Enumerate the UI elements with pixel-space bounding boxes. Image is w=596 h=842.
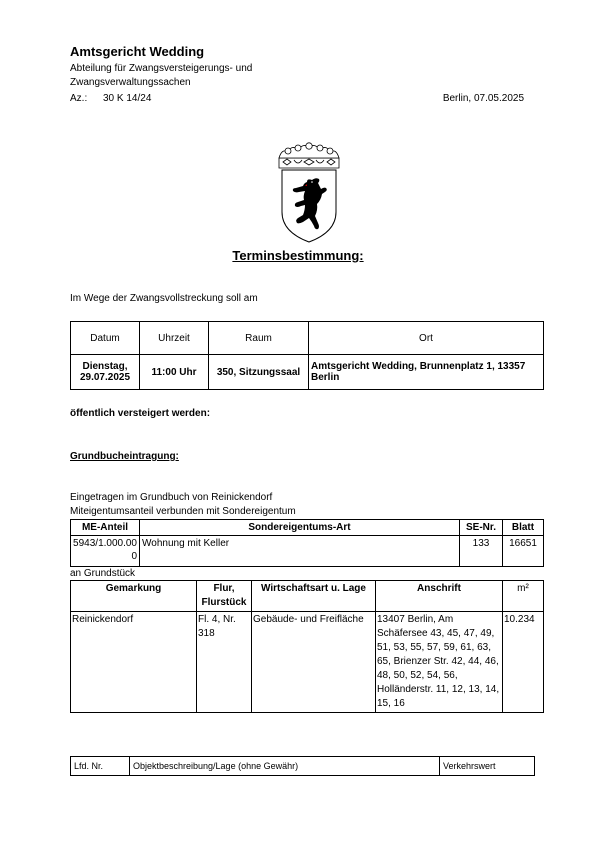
gemarkung-value: Reinickendorf — [71, 612, 197, 713]
termin-data-row — [71, 355, 544, 390]
az-value: 30 K 14/24 — [103, 93, 152, 104]
header-objektbeschreibung: Objektbeschreibung/Lage (ohne Gewähr) — [130, 757, 440, 776]
wirtschaftsart-value: Gebäude- und Freifläche — [252, 612, 376, 713]
termin-date — [71, 355, 140, 390]
header-anschrift: Anschrift — [376, 581, 503, 612]
se-header-row — [71, 520, 544, 536]
eingetragen-text: Eingetragen im Grundbuch von Reinickendorf — [70, 492, 273, 503]
gs-header-row — [71, 581, 544, 612]
flaeche-value: 10.234 — [503, 612, 544, 713]
header-flur: Flur, Flurstück — [197, 581, 252, 612]
an-grundstueck-text: an Grundstück — [70, 568, 136, 579]
termin-room: 350, Sitzungssaal — [209, 355, 309, 390]
header-flaeche: m² — [503, 581, 544, 612]
se-art-value: Wohnung mit Keller — [140, 536, 460, 567]
termin-header-row — [71, 322, 544, 355]
grundstueck-table — [70, 580, 544, 713]
sondereigentum-table — [70, 519, 544, 567]
az-label: Az.: — [70, 93, 88, 104]
header-raum: Raum — [209, 322, 309, 355]
grundbuch-heading: Grundbucheintragung: — [70, 451, 179, 462]
header-se-art: Sondereigentums-Art — [140, 520, 460, 536]
flur-value: Fl. 4, Nr. 318 — [197, 612, 252, 713]
header-lfd-nr: Lfd. Nr. — [71, 757, 130, 776]
department: Abteilung für Zwangsversteigerungs- und Zwangsverwaltungssachen — [70, 63, 253, 88]
header-blatt: Blatt — [503, 520, 544, 536]
se-nr-value: 133 — [460, 536, 503, 567]
gs-data-row — [71, 612, 544, 713]
anschrift-value: 13407 Berlin, Am Schäfersee 43, 45, 47, 49, 51, 53, 55, 57, 59, 61, 63, 65, Brienzer Str. 42, 44, 46, 48, 50, 52, 54, 56, Holländerstr. 11, 12, 13, 14, 15, 16 — [376, 612, 503, 713]
termin-place: Amtsgericht Wedding, Brunnenplatz 1, 13357 Berlin — [309, 355, 544, 390]
title-text: Terminsbestimmung: — [232, 248, 364, 263]
header-se-nr: SE-Nr. — [460, 520, 503, 536]
objekt-table — [70, 756, 535, 776]
versteigert-text: öffentlich versteigert werden: — [70, 408, 211, 419]
header-ort: Ort — [309, 322, 544, 355]
header-datum: Datum — [71, 322, 140, 355]
page-title — [0, 248, 596, 263]
se-data-row — [71, 536, 544, 567]
objekt-header-row — [71, 757, 535, 776]
header-verkehrswert: Verkehrswert — [440, 757, 535, 776]
blatt-value: 16651 — [503, 536, 544, 567]
berlin-crest-icon — [274, 142, 344, 244]
date-weekday: Dienstag, — [82, 361, 128, 372]
header-me-anteil: ME-Anteil — [71, 520, 140, 536]
termin-time: 11:00 Uhr — [140, 355, 209, 390]
header-gemarkung: Gemarkung — [71, 581, 197, 612]
me-anteil-value: 5943/1.000.000 — [71, 536, 140, 567]
place-date: Berlin, 07.05.2025 — [442, 93, 524, 104]
intro-text: Im Wege der Zwangsvollstreckung soll am — [70, 293, 258, 304]
termin-table — [70, 321, 544, 390]
header-wirtschaftsart: Wirtschaftsart u. Lage — [252, 581, 376, 612]
header-uhrzeit: Uhrzeit — [140, 322, 209, 355]
date-value: 29.07.2025 — [79, 372, 131, 383]
court-name: Amtsgericht Wedding — [70, 44, 205, 59]
miteigentum-text: Miteigentumsanteil verbunden mit Sondereigentum — [70, 506, 296, 517]
